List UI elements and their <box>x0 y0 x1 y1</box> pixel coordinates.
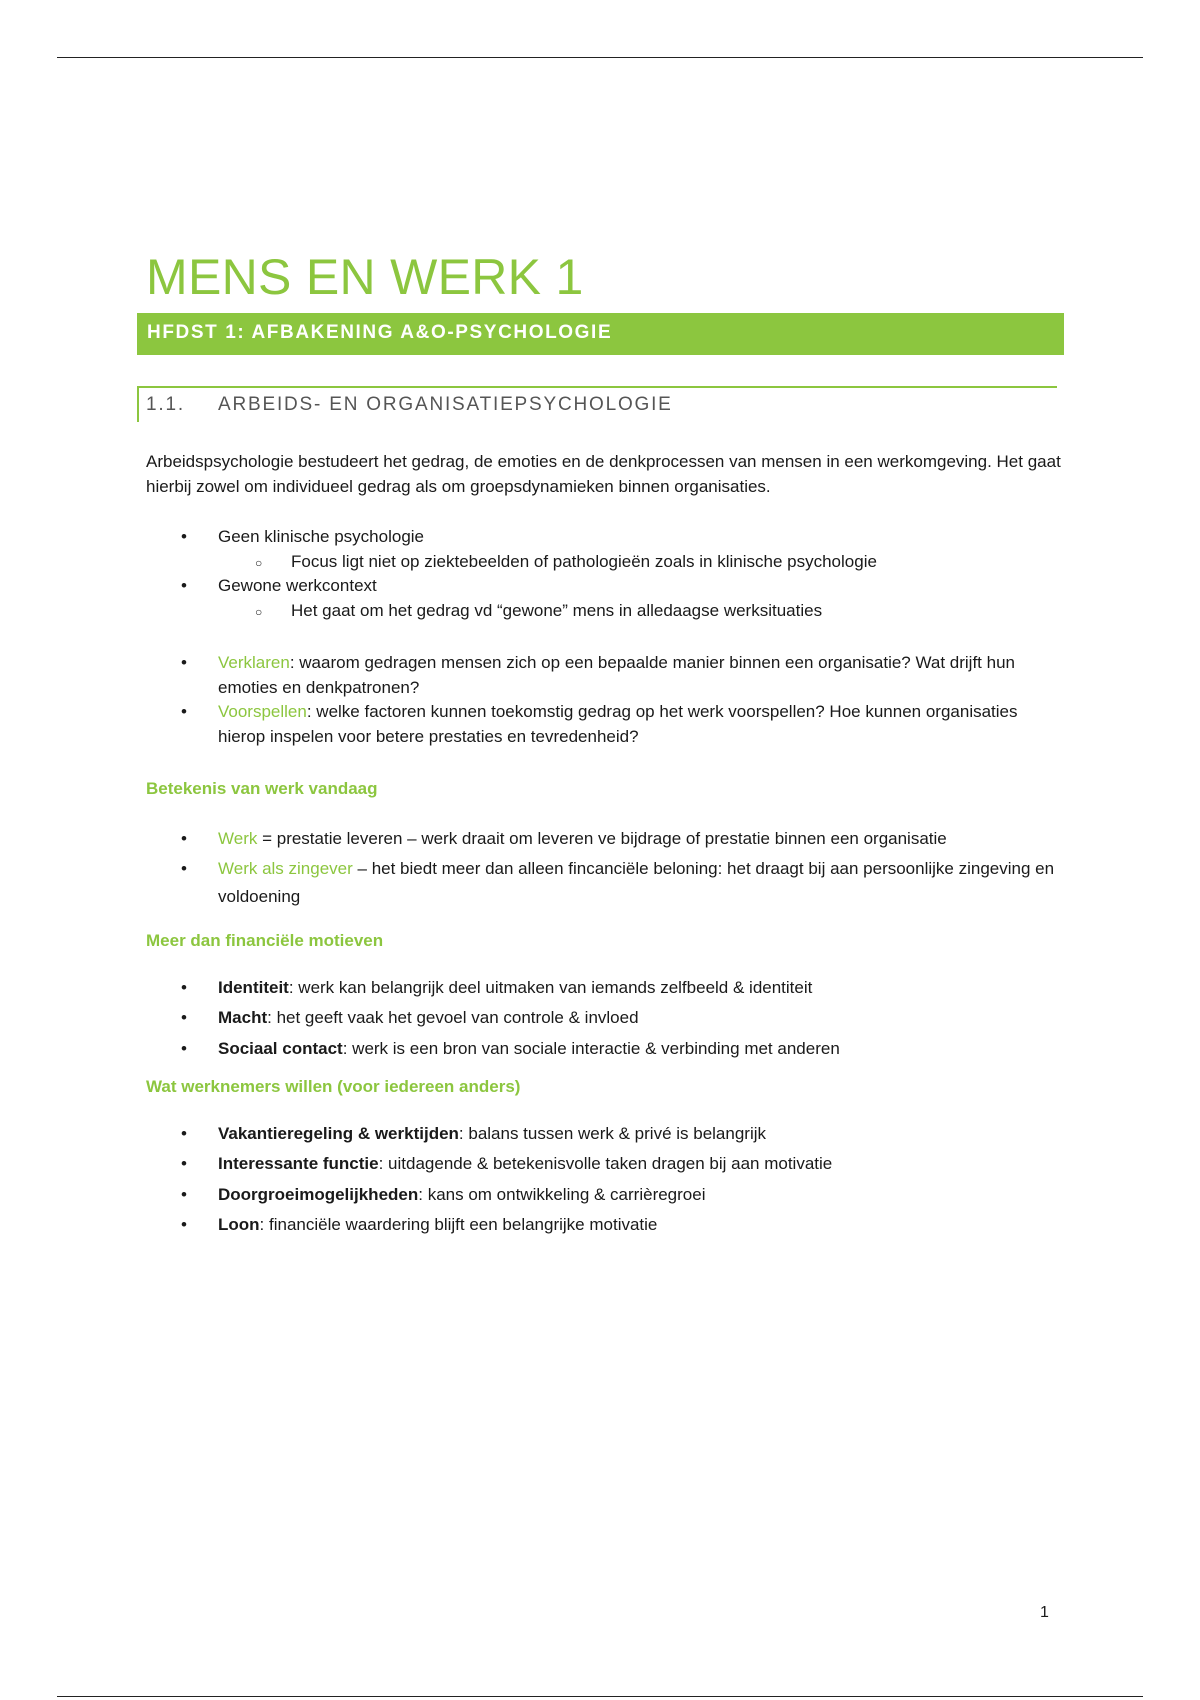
want-text: : kans om ontwikkeling & carrièregroei <box>418 1184 706 1204</box>
meaning-text: = prestatie leveren – werk draait om leveren ve bijdrage of prestatie binnen een organisatie <box>257 828 947 848</box>
page-number: 1 <box>1040 1604 1049 1621</box>
motive-text: : werk kan belangrijk deel uitmaken van iemands zelfbeeld & identiteit <box>288 977 813 997</box>
section-content <box>146 450 1066 1244</box>
subheading-motives: Meer dan financiële motieven <box>146 931 384 950</box>
goal-text: : welke factoren kunnen toekomstig gedrag op het werk voorspellen? Hoe kunnen organisaties hierop inspelen voor betere prestaties en tevredenheid? <box>218 702 1018 746</box>
sub-list <box>218 550 1066 575</box>
want-text: : uitdagende & betekenisvolle taken dragen bij aan motivatie <box>378 1154 833 1173</box>
sub-list-item: ○ Het gaat om het gedrag vd “gewone” mens in alledaagse werksituaties <box>218 599 1066 624</box>
chapter-heading-bar <box>137 313 1064 355</box>
motive-text: : het geeft vaak het gevoel van controle & invloed <box>267 1008 639 1027</box>
chapter-title: HFDST 1: AFBAKENING A&O-PSYCHOLOGIE <box>147 322 613 343</box>
header-rule <box>57 57 1143 58</box>
want-term: Interessante functie <box>218 1154 379 1173</box>
list-item <box>146 976 1066 1001</box>
list-item <box>146 700 1066 749</box>
list-item <box>146 1006 1066 1031</box>
list-item <box>146 855 1066 911</box>
motive-term: Identiteit <box>218 977 289 997</box>
want-term: Doorgroeimogelijkheden <box>218 1184 419 1204</box>
footer-rule <box>57 1696 1143 1697</box>
list-item <box>146 574 1066 623</box>
list-item <box>146 1183 1066 1208</box>
list-item <box>146 1037 1066 1062</box>
want-term: Loon <box>218 1215 260 1234</box>
motive-term: Macht <box>218 1008 268 1027</box>
section-heading <box>137 386 1057 422</box>
list-item <box>146 1152 1066 1177</box>
wants-list <box>146 1122 1066 1238</box>
list-item <box>146 651 1066 700</box>
scope-list <box>146 525 1066 623</box>
want-term: Vakantieregeling & werktijden <box>218 1123 459 1143</box>
subheading-meaning: Betekenis van werk vandaag <box>146 779 378 798</box>
meaning-text: – het biedt meer dan alleen fincanciële beloning: het draagt bij aan persoonlijke zingeving en voldoening <box>218 859 1055 906</box>
list-item <box>146 525 1066 574</box>
motive-text: : werk is een bron van sociale interactie & verbinding met anderen <box>342 1038 840 1058</box>
want-text: : balans tussen werk & privé is belangrijk <box>458 1123 767 1143</box>
section-number: 1.1. <box>146 394 185 415</box>
list-item <box>146 1213 1066 1238</box>
subheading-wants: Wat werknemers willen (voor iedereen anders) <box>146 1077 521 1096</box>
goals-list <box>146 651 1066 749</box>
list-item <box>146 1122 1066 1147</box>
sub-list <box>218 599 1066 624</box>
meaning-term: Werk <box>218 828 258 848</box>
motive-term: Sociaal contact <box>218 1038 343 1058</box>
meaning-list <box>146 827 1066 912</box>
goal-term: Verklaren <box>218 653 290 672</box>
goal-text: : waarom gedragen mensen zich op een bepaalde manier binnen een organisatie? Wat drijft hun emoties en denkpatronen? <box>218 653 1015 697</box>
scope-label: Gewone werkcontext <box>218 576 377 595</box>
document-title: MENS EN WERK 1 <box>146 248 584 305</box>
section-title: ARBEIDS- EN ORGANISATIEPSYCHOLOGIE <box>218 394 673 415</box>
scope-label: Geen klinische psychologie <box>218 527 425 546</box>
goal-term: Voorspellen <box>218 702 307 721</box>
want-text: : financiële waardering blijft een belangrijke motivatie <box>259 1215 658 1234</box>
meaning-term: Werk als zingever <box>218 859 353 878</box>
intro-paragraph: Arbeidspsychologie bestudeert het gedrag, de emoties en de denkprocessen van mensen in een werkomgeving. Het gaat hierbij zowel om individueel gedrag als om groepsdynamieken binnen organisaties. <box>146 452 1061 496</box>
motives-list <box>146 976 1066 1062</box>
list-item <box>146 827 1066 852</box>
sub-list-item: ○ Focus ligt niet op ziektebeelden of pathologieën zoals in klinische psychologie <box>218 550 1066 575</box>
